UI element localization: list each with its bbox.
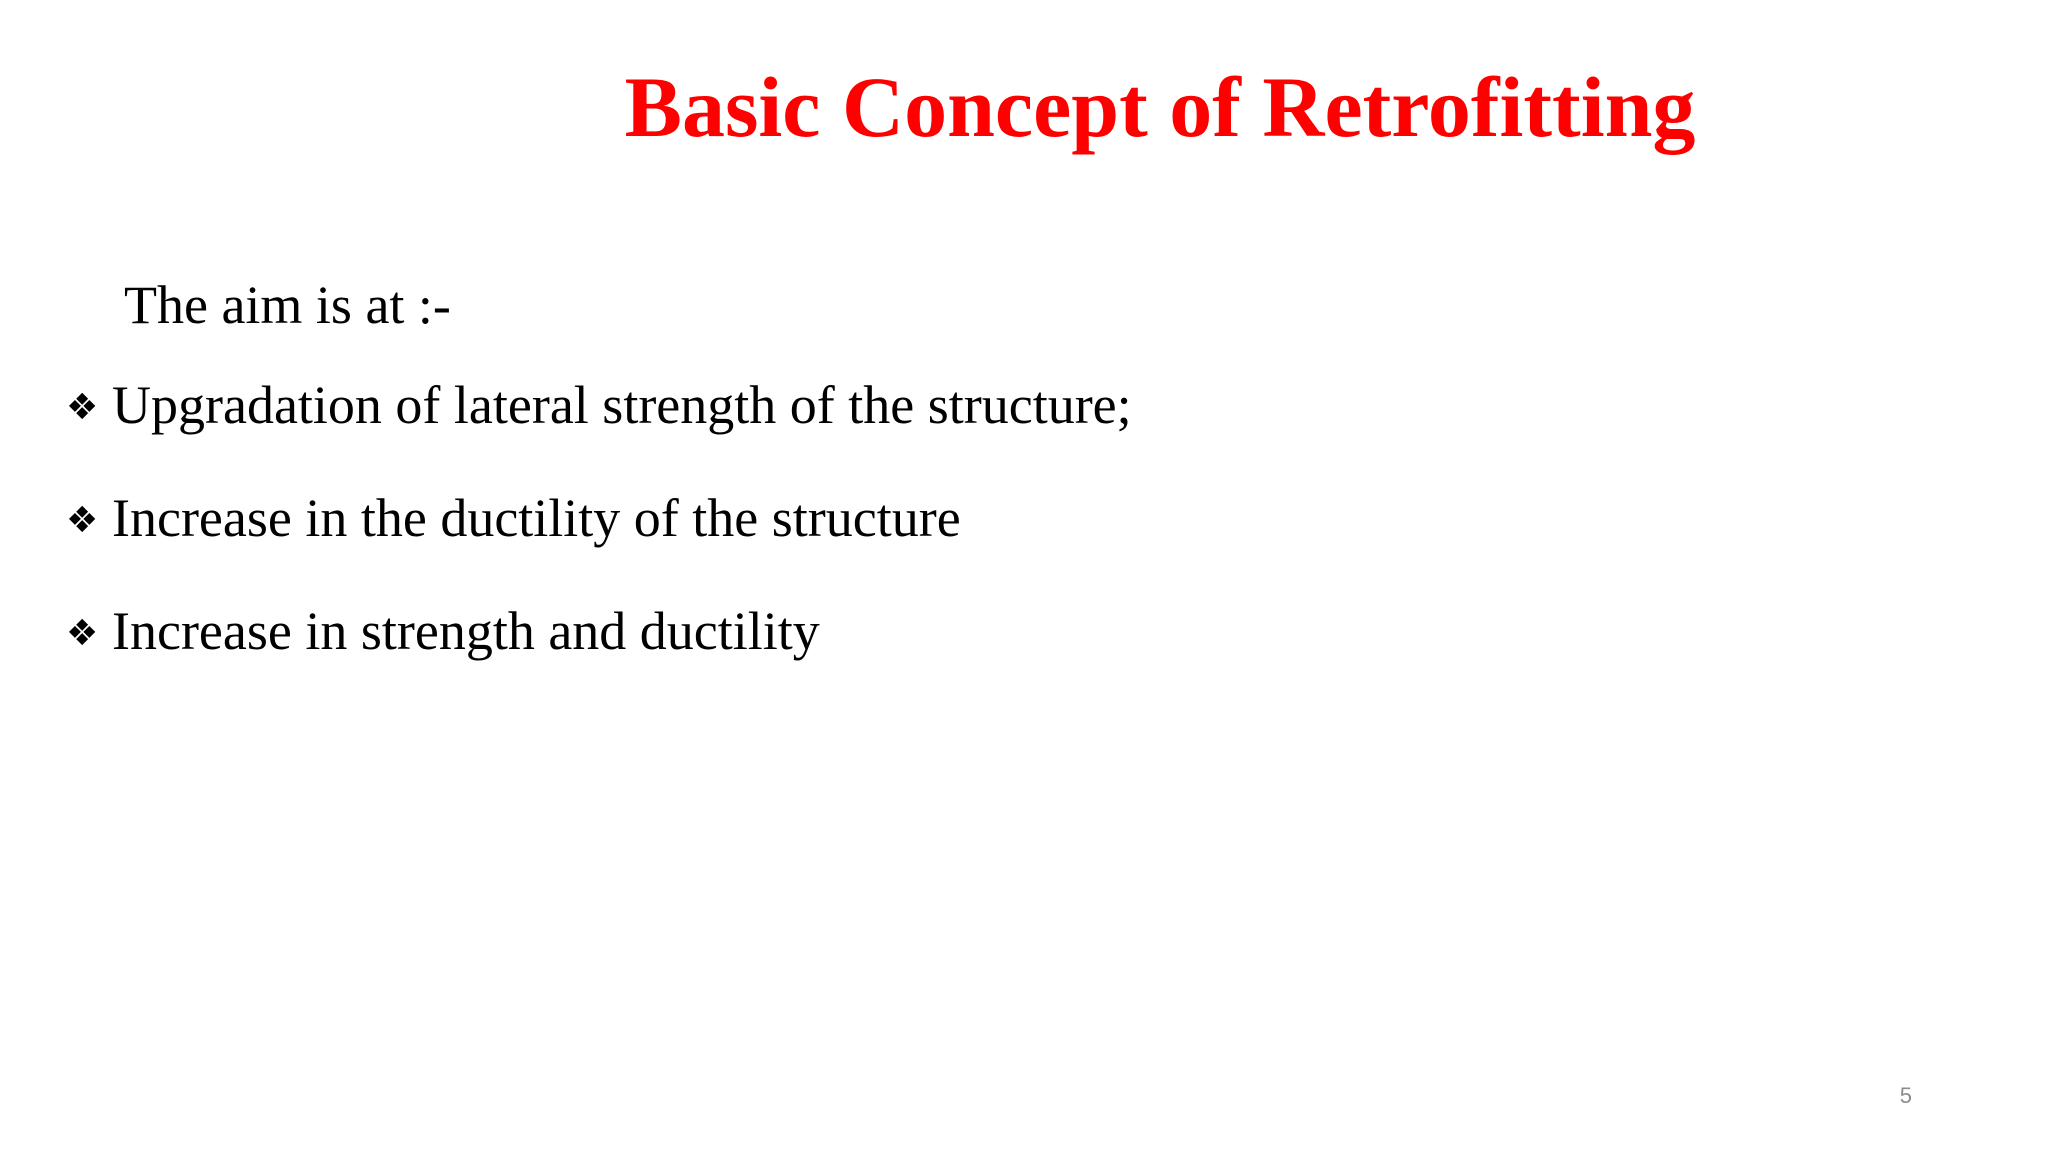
bullet-item [66,596,1132,709]
bullet-text: Increase in strength and ductility [112,601,820,661]
bullet-text: Upgradation of lateral strength of the structure; [112,375,1132,435]
slide-title: Basic Concept of Retrofitting [624,59,1696,155]
bullet-list [66,370,1132,709]
intro-text: The aim is at :- [124,275,451,335]
bullet-item [66,483,1132,596]
four-diamond-bullet-icon: ❖ [66,500,99,541]
page-number: 5 [1899,1083,1912,1108]
four-diamond-bullet-icon: ❖ [66,613,99,654]
bullet-item [66,370,1132,483]
four-diamond-bullet-icon: ❖ [66,387,99,428]
bullet-text: Increase in the ductility of the structure [112,488,961,548]
